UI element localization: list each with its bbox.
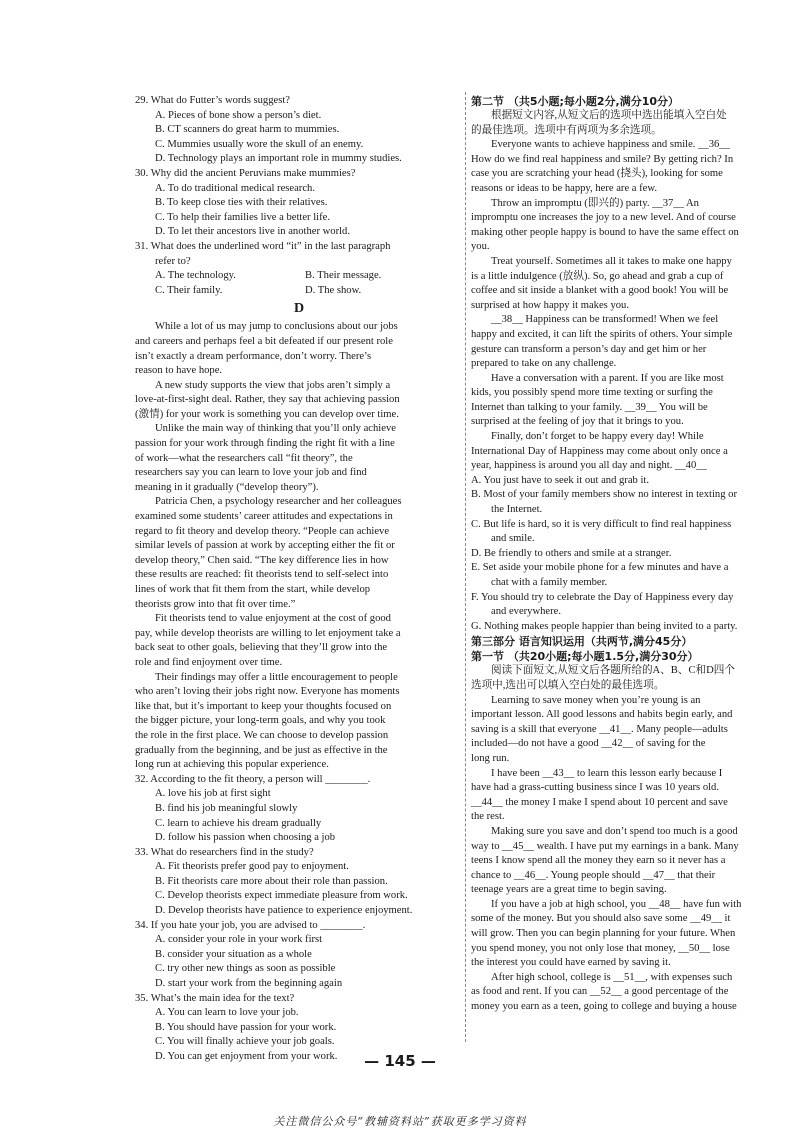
right-text-line: important lesson. All good lessons and habits begin early, and [471, 709, 733, 721]
right-text-line: teens I know spend all the money they earn so it never has a [471, 855, 726, 867]
left-text-line: D. To let their ancestors live in another world. [155, 226, 350, 238]
left-text-line: B. find his job meaningful slowly [155, 802, 298, 814]
left-text-line: gradually from the beginning, and be just as effective in the [135, 744, 388, 756]
left-text-line: Unlike the main way of thinking that you’ll only achieve [155, 423, 396, 435]
right-text-line: Internet than talking to your family. __39__ You will be [471, 401, 708, 413]
right-text-line: impromptu one increases the joy to a new level. And of course [471, 212, 736, 224]
right-text-line: gesture can transform a person’s day and get him or her [471, 343, 707, 355]
left-text-line: develop theory,” Chen said. “The key difference lies in how [135, 554, 389, 566]
left-text-line: C. Mummies usually wore the skull of an enemy. [155, 138, 364, 150]
left-text-line: B. CT scanners do great harm to mummies. [155, 124, 340, 136]
left-text-line: who aren’t loving their jobs right now. Everyone has moments [135, 686, 400, 698]
left-text-line: B. To keep close ties with their relatives. [155, 197, 328, 209]
left-text-line: B. You should have passion for your work. [155, 1021, 337, 1033]
right-text-line: D. Be friendly to others and smile at a stranger. [471, 547, 672, 559]
page-number: — 145 — [364, 1052, 436, 1070]
left-text-line: A. Fit theorists prefer good pay to enjoyment. [155, 861, 349, 873]
left-text-line: C. learn to achieve his dream gradually [155, 817, 322, 829]
right-text-line: 的最佳选项。选项中有两项为多余选项。 [471, 124, 662, 136]
right-text-line: Making sure you save and don’t spend too much is a good [491, 825, 738, 837]
right-text-line: reasons or ideas to be happy, here are a few. [471, 182, 657, 194]
option-a: C. Their family. [155, 284, 223, 296]
left-text-line: (激情) for your work is something you can develop over time. [135, 408, 399, 420]
left-text-line: A. consider your role in your work first [155, 934, 323, 946]
right-text-line: Treat yourself. Sometimes all it takes to make one happy [491, 255, 732, 267]
right-text-line: case you are scratching your head (挠头), looking for some [471, 168, 723, 180]
right-text-line: __44__ the money I make I spend about 10 percent and save [471, 796, 728, 808]
left-text-line: A new study supports the view that jobs aren’t simply a [155, 379, 391, 391]
right-text-line: way to __45__ wealth. I have put my earnings in a bank. Many [471, 840, 739, 852]
left-text-line: pay, while develop theorists are willing to let enjoyment take a [135, 627, 401, 639]
right-text-line: Learning to save money when you’re young is an [491, 694, 701, 706]
right-text-line: coffee and sit inside a blanket with a good book! You will be [471, 285, 729, 297]
right-text-line: E. Set aside your mobile phone for a few minutes and have a [471, 562, 729, 574]
right-text-line: A. You just have to seek it out and grab it. [471, 474, 650, 486]
right-text-line: After high school, college is __51__, with expenses such [491, 971, 733, 983]
left-text-line: reason to have hope. [135, 365, 223, 377]
left-text-line: 33. What do researchers find in the study? [135, 846, 314, 858]
right-text-line: Throw an impromptu (即兴的) party. __37__ An [491, 197, 699, 209]
left-text-line: 31. What does the underlined word “it” in the last paragraph [135, 240, 391, 252]
left-text-line: D. start your work from the beginning again [155, 978, 343, 990]
left-text-line: 29. What do Futter’s words suggest? [135, 95, 290, 106]
left-text-line: these results are reached: fit theorists tend to self-select into [135, 569, 389, 581]
right-text-line: surprised at the feeling of joy that it brings to you. [471, 416, 684, 428]
left-text-line: A. Pieces of bone show a person’s diet. [155, 109, 322, 121]
right-text-line: kids, you possibly spend more time texting or surfing the [471, 387, 713, 399]
left-text-line: 30. Why did the ancient Peruvians make mummies? [135, 167, 356, 179]
right-text-line: saving is a skill that everyone __41__. Many people—adults [471, 723, 728, 735]
right-text-line: will grow. Then you can begin planning for your future. When [471, 928, 736, 940]
right-text-line: How do we find real happiness and smile? By getting rich? In [471, 153, 734, 165]
footer-note: 关注微信公众号“教辅资料站”获取更多学习资料 [273, 1115, 527, 1128]
right-text-line: year, happiness is around you all day and night. __40__ [471, 460, 707, 472]
right-text-line: 第一节 （共20小题;每小题1.5分,满分30分） [471, 650, 699, 664]
left-text-line: refer to? [155, 255, 191, 267]
left-text-line: 32. According to the fit theory, a person will ________. [135, 773, 371, 785]
right-text-line: as food and rent. If you can __52__ a good percentage of the [471, 986, 729, 998]
left-text-line: D [293, 301, 305, 317]
left-text-line: C. Develop theorists expect immediate pleasure from work. [155, 890, 408, 902]
right-text-line: surprised at how happy it makes you. [471, 299, 629, 311]
right-text-line: Finally, don’t forget to be happy every day! While [491, 431, 704, 443]
left-text-line: and careers and perhaps feel a bit defeated if our present role [135, 335, 393, 347]
right-text-line: If you have a job at high school, you __48__ have fun with [491, 898, 742, 910]
left-text-line: long run at achieving this popular experience. [135, 759, 329, 771]
left-text-line: role and find enjoyment over time. [135, 656, 283, 668]
right-text-line: 第三部分 语言知识运用（共两节,满分45分） [471, 635, 693, 649]
left-text-line: B. Fit theorists care more about their role than passion. [155, 875, 388, 887]
right-text-line: chance to __46__. Young people should __47__ that their [471, 869, 716, 881]
right-text-line: and everywhere. [491, 606, 561, 618]
right-text-line: the interest you could have earned by saving it. [471, 957, 671, 969]
left-text-line: D. Technology plays an important role in mummy studies. [155, 153, 402, 165]
right-text-line: F. You should try to celebrate the Day of Happiness every day [471, 591, 734, 603]
left-text-line: 34. If you hate your job, you are advised to ________. [135, 919, 366, 931]
right-text-line: the Internet. [491, 504, 543, 516]
left-text-line: A. To do traditional medical research. [155, 182, 315, 194]
left-text-line: C. You will finally achieve your job goals. [155, 1036, 335, 1048]
right-text-line: teenage years are a great time to begin saving. [471, 884, 667, 896]
right-text-line: 阅读下面短文,从短文后各题所给的A、B、C和D四个 [491, 665, 735, 677]
right-column [471, 94, 796, 1015]
right-text-line: is a little indulgence (放纵). So, go ahead and grab a cup of [471, 270, 724, 282]
left-text-line: A. love his job at first sight [155, 788, 271, 800]
left-text-line: While a lot of us may jump to conclusions about our jobs [155, 321, 398, 333]
left-text-line: regard to fit theory and develop theory. “People can achieve [135, 525, 390, 537]
right-text-line: and smile. [491, 533, 535, 545]
right-text-line: International Day of Happiness may come about only once a [471, 445, 728, 457]
left-text-line: researchers say you can learn to love your job and find [135, 467, 367, 479]
left-text-line: A. You can learn to love your job. [155, 1007, 299, 1019]
left-text-line: back seat to other goals, believing that they’ll grow into the [135, 642, 388, 654]
left-text-line: D. Develop theorists have patience to experience enjoyment. [155, 905, 413, 917]
right-text-line: C. But life is hard, so it is very difficult to find real happiness [471, 518, 732, 530]
left-text-line: similar levels of passion at work by accepting either the fit or [135, 540, 395, 552]
left-text-line: Their findings may offer a little encouragement to people [155, 671, 398, 683]
left-text-line: of work—what the researchers call “fit theory”, the [135, 452, 353, 464]
left-column [135, 94, 463, 1065]
right-text-line: included—do not have a good __42__ of saving for the [471, 738, 706, 750]
left-text-line: C. try other new things as soon as possible [155, 963, 336, 975]
right-text-line: money you earn as a teen, going to college and buying a house [471, 1001, 737, 1013]
right-text-line: 选项中,选出可以填入空白处的最佳选项。 [471, 679, 665, 691]
right-text-line: I have been __43__ to learn this lesson early because I [491, 767, 723, 779]
left-text-line: lines of work that fit them from the start, while develop [135, 584, 371, 595]
right-text-line: happy and excited, it can lift the spirits of others. Your simple [471, 328, 733, 340]
left-text-line: B. consider your situation as a whole [155, 948, 312, 960]
option-b: B. Their message. [305, 270, 382, 282]
right-text-line: 根据短文内容,从短文后的选项中选出能填入空白处 [491, 110, 727, 121]
right-text-line: you. [471, 241, 490, 253]
right-text-line: Everyone wants to achieve happiness and smile. __36__ [491, 139, 730, 151]
column-divider [465, 92, 466, 1042]
right-text-line: making other people happy is bound to have the same effect on [471, 226, 739, 238]
right-text-line: __38__ Happiness can be transformed! When we feel [491, 314, 719, 326]
left-text-line: love-at-first-sight deal. Rather, they say that achieving passion [135, 394, 400, 406]
left-text-line: meaning in it gradually (“develop theory”). [135, 481, 319, 493]
left-text-line: C. To help their families live a better life. [155, 211, 330, 223]
left-text-line: D. You can get enjoyment from your work. [155, 1051, 338, 1062]
right-text-line: prepared to take on any challenge. [471, 358, 617, 370]
option-a: A. The technology. [155, 270, 236, 282]
left-text-line [135, 284, 463, 299]
right-text-line: some of the money. But you should also save some __49__ it [471, 913, 731, 925]
left-text-line: Patricia Chen, a psychology researcher and her colleagues [155, 496, 402, 508]
right-text-line: you spend money, you not only lose that money, __50__ lose [471, 942, 730, 954]
right-text-line: 第二节 （共5小题;每小题2分,满分10分） [471, 95, 680, 108]
right-text-line: have had a grass-cutting business since I was 10 years old. [471, 782, 720, 794]
left-text-line: Fit theorists tend to value enjoyment at the cost of good [155, 613, 391, 625]
left-text-line: the bigger picture, your long-term goals, and why you took [135, 715, 386, 727]
left-text-line: theorists grow into that fit over time.” [135, 598, 296, 610]
left-text-line: passion for your work through finding the right fit with a line [135, 438, 395, 450]
left-text-line: the role in the first place. We can choose to develop passion [135, 729, 389, 741]
right-text-line: chat with a family member. [491, 577, 608, 588]
right-text-line: long run. [471, 752, 510, 764]
right-text-line: the rest. [471, 811, 505, 823]
right-text-line: G. Nothing makes people happier than being invited to a party. [471, 620, 738, 632]
left-text-line: isn’t exactly a dream performance, don’t worry. There’s [135, 350, 372, 362]
option-b: D. The show. [305, 284, 362, 296]
right-text-line: Have a conversation with a parent. If you are like most [491, 372, 724, 384]
right-text-line: B. Most of your family members show no interest in texting or [471, 489, 737, 501]
left-text-line: 35. What’s the main idea for the text? [135, 992, 295, 1004]
left-text-line: D. follow his passion when choosing a job [155, 832, 336, 844]
left-text-line [135, 269, 463, 284]
left-text-line: like that, but it’s important to keep your thoughts focused on [135, 700, 392, 712]
left-text-line: examined some students’ career attitudes and expectations in [135, 511, 393, 523]
